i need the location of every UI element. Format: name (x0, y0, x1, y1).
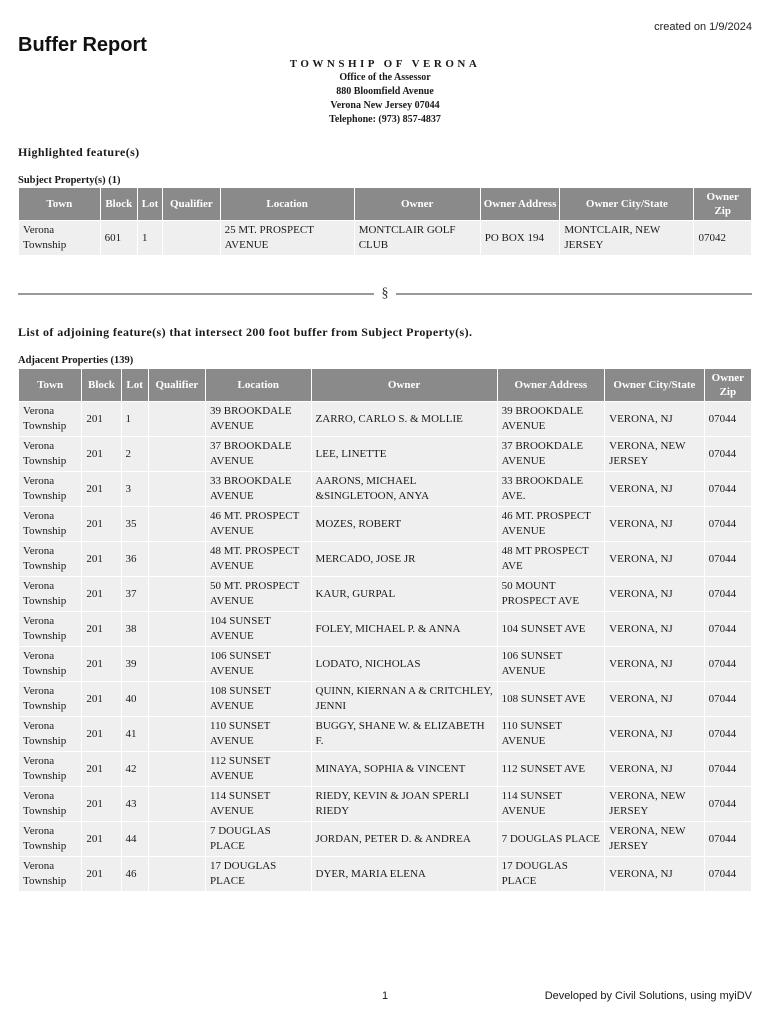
adjacent-table-cell: 37 BROOKDALE AVENUE (498, 437, 605, 471)
adjacent-table-cell: 07044 (705, 402, 751, 436)
highlighted-heading: Highlighted feature(s) (18, 145, 140, 159)
created-date: created on 1/9/2024 (654, 21, 752, 33)
adjacent-table-cell: 201 (82, 577, 120, 611)
adjacent-table-cell: AARONS, MICHAEL &SINGLETOON, ANYA (312, 472, 497, 506)
adjacent-table-row (19, 682, 751, 716)
adjacent-header-cell: Block (82, 369, 120, 401)
adjacent-table-cell: Verona Township (19, 507, 81, 541)
subject-table-cell: PO BOX 194 (481, 221, 560, 255)
letterhead-address: 880 Bloomfield Avenue (336, 86, 434, 97)
adjacent-table-row (19, 472, 751, 506)
adjacent-table-cell: VERONA, NJ (605, 577, 704, 611)
adjacent-table-cell: 43 (122, 787, 148, 821)
adjacent-table-cell: 07044 (705, 437, 751, 471)
subject-table-cell: MONTCLAIR GOLF CLUB (355, 221, 480, 255)
adjacent-table-cell: RIEDY, KEVIN & JOAN SPERLI RIEDY (312, 787, 497, 821)
adjacent-table-cell: 201 (82, 647, 120, 681)
adjacent-table-row (19, 752, 751, 786)
adjacent-table-cell: 112 SUNSET AVENUE (206, 752, 311, 786)
adjacent-table-cell: 48 MT PROSPECT AVE (498, 542, 605, 576)
adjacent-table-cell: 33 BROOKDALE AVE. (498, 472, 605, 506)
adjacent-table-cell: 37 (122, 577, 148, 611)
adjacent-header-row (19, 369, 751, 401)
adjacent-table-row (19, 437, 751, 471)
adjacent-table-cell: VERONA, NJ (605, 507, 704, 541)
adjacent-table-cell (149, 857, 205, 891)
adjacent-table-cell: VERONA, NJ (605, 857, 704, 891)
adjacent-header-cell: Owner City/State (605, 369, 704, 401)
adjacent-table-cell: 106 SUNSET AVENUE (206, 647, 311, 681)
adjacent-table-cell: 39 BROOKDALE AVENUE (498, 402, 605, 436)
adjacent-table-cell: ZARRO, CARLO S. & MOLLIE (312, 402, 497, 436)
adjacent-table-cell: 46 MT. PROSPECT AVENUE (498, 507, 605, 541)
adjacent-table-cell: VERONA, NJ (605, 472, 704, 506)
subject-table-cell: 25 MT. PROSPECT AVENUE (221, 221, 354, 255)
adjacent-table-cell: LODATO, NICHOLAS (312, 647, 497, 681)
subject-header-cell: Owner Address (481, 188, 560, 220)
adjacent-table-cell: FOLEY, MICHAEL P. & ANNA (312, 612, 497, 646)
adjacent-table-cell (149, 647, 205, 681)
adjacent-table-cell: 3 (122, 472, 148, 506)
adjacent-table-cell: VERONA, NJ (605, 752, 704, 786)
adjacent-table-cell: VERONA, NEW JERSEY (605, 437, 704, 471)
adjacent-table-cell: 46 MT. PROSPECT AVENUE (206, 507, 311, 541)
adjacent-table-cell: MOZES, ROBERT (312, 507, 497, 541)
subject-table-row (19, 221, 751, 255)
adjacent-table-cell: 07044 (705, 822, 751, 856)
adjacent-table-cell: QUINN, KIERNAN A & CRITCHLEY, JENNI (312, 682, 497, 716)
adjacent-table-cell: 106 SUNSET AVENUE (498, 647, 605, 681)
adjacent-table-cell: VERONA, NJ (605, 542, 704, 576)
adjacent-table-cell: 17 DOUGLAS PLACE (206, 857, 311, 891)
letterhead-city: Verona New Jersey 07044 (330, 100, 440, 111)
adjacent-table-cell: Verona Township (19, 787, 81, 821)
adjacent-table-cell: Verona Township (19, 752, 81, 786)
subject-header-cell: Owner (355, 188, 480, 220)
adjacent-table-cell: 201 (82, 822, 120, 856)
adjacent-header-cell: Owner Address (498, 369, 605, 401)
adjacent-table-cell (149, 682, 205, 716)
adjacent-table-cell: VERONA, NJ (605, 402, 704, 436)
adjacent-table-cell: VERONA, NEW JERSEY (605, 787, 704, 821)
adjacent-table-cell: 07044 (705, 542, 751, 576)
letterhead-town: TOWNSHIP OF VERONA (289, 58, 481, 70)
adjacent-table-row (19, 402, 751, 436)
adjacent-table-cell: Verona Township (19, 472, 81, 506)
adjacent-table-row (19, 612, 751, 646)
adjacent-table-cell: 201 (82, 437, 120, 471)
adjacent-header-cell: Town (19, 369, 81, 401)
adjacent-table-row (19, 647, 751, 681)
adjacent-table-cell: 104 SUNSET AVENUE (206, 612, 311, 646)
adjacent-table-cell: Verona Township (19, 612, 81, 646)
adjacent-table-cell: 201 (82, 507, 120, 541)
adjacent-table-cell: 07044 (705, 647, 751, 681)
adjacent-table-label: Adjacent Properties (139) (18, 355, 134, 366)
adjacent-table-cell: VERONA, NJ (605, 682, 704, 716)
section-divider (18, 286, 752, 303)
adjacent-table-cell: 201 (82, 682, 120, 716)
adjacent-table-cell: Verona Township (19, 577, 81, 611)
adjacent-table-cell: LEE, LINETTE (312, 437, 497, 471)
adjacent-table-cell: 35 (122, 507, 148, 541)
adjacent-table-cell: Verona Township (19, 647, 81, 681)
adjacent-header-cell: Location (206, 369, 311, 401)
adjacent-table-cell: Verona Township (19, 822, 81, 856)
adjacent-table-cell: 110 SUNSET AVENUE (206, 717, 311, 751)
adjacent-table-cell: 108 SUNSET AVENUE (206, 682, 311, 716)
adjacent-table-row (19, 857, 751, 891)
adjacent-table-cell (149, 752, 205, 786)
adjacent-table-cell: VERONA, NJ (605, 717, 704, 751)
subject-table-label: Subject Property(s) (1) (18, 175, 121, 186)
adjacent-table-cell: Verona Township (19, 437, 81, 471)
adjacent-table-cell: 1 (122, 402, 148, 436)
adjacent-table-cell: 07044 (705, 612, 751, 646)
adjacent-table-cell (149, 402, 205, 436)
adjacent-table-cell (149, 507, 205, 541)
letterhead-phone: Telephone: (973) 857-4837 (329, 114, 441, 125)
adjacent-table-cell: 41 (122, 717, 148, 751)
adjacent-table-cell: VERONA, NEW JERSEY (605, 822, 704, 856)
letterhead-office: Office of the Assessor (339, 72, 431, 83)
adjacent-table-cell: 07044 (705, 507, 751, 541)
adjacent-table-cell: JORDAN, PETER D. & ANDREA (312, 822, 497, 856)
letterhead (0, 57, 770, 127)
adjacent-table-cell: 108 SUNSET AVE (498, 682, 605, 716)
page-number: 1 (381, 990, 389, 1002)
adjacent-table-cell: Verona Township (19, 857, 81, 891)
adjacent-table-cell: 114 SUNSET AVENUE (498, 787, 605, 821)
adjacent-table-cell: 201 (82, 857, 120, 891)
adjacent-table-row (19, 577, 751, 611)
adjacent-table-cell: KAUR, GURPAL (312, 577, 497, 611)
adjacent-table-row (19, 542, 751, 576)
adjacent-table-cell: 201 (82, 402, 120, 436)
adjacent-table-cell: VERONA, NJ (605, 612, 704, 646)
adjacent-table-cell: 112 SUNSET AVE (498, 752, 605, 786)
adjacent-table-cell: 07044 (705, 472, 751, 506)
subject-table-cell: 1 (138, 221, 162, 255)
adjacent-table-cell: 2 (122, 437, 148, 471)
adjacent-header-cell: Owner Zip (705, 369, 751, 401)
adjacent-header-cell: Lot (122, 369, 148, 401)
adjacent-table-cell: 37 BROOKDALE AVENUE (206, 437, 311, 471)
adjacent-table-cell: 07044 (705, 787, 751, 821)
adjacent-table-cell: 38 (122, 612, 148, 646)
adjacent-table-cell (149, 822, 205, 856)
adjacent-table-cell: DYER, MARIA ELENA (312, 857, 497, 891)
adjacent-table-row (19, 717, 751, 751)
adjacent-table-cell (149, 472, 205, 506)
adjacent-table-cell: VERONA, NJ (605, 647, 704, 681)
adjacent-table-cell (149, 437, 205, 471)
adjacent-table-cell (149, 717, 205, 751)
adjacent-table-cell (149, 612, 205, 646)
adjacent-table-row (19, 822, 751, 856)
adjacent-table-cell (149, 787, 205, 821)
adjacent-table-row (19, 787, 751, 821)
subject-header-cell: Block (101, 188, 137, 220)
adjacent-table-cell: 07044 (705, 577, 751, 611)
adjacent-table-cell: 7 DOUGLAS PLACE (498, 822, 605, 856)
subject-header-cell: Owner Zip (694, 188, 751, 220)
adjacent-table (18, 368, 752, 892)
subject-table-cell: 601 (101, 221, 137, 255)
adjacent-table-cell: 07044 (705, 752, 751, 786)
subject-table-cell: MONTCLAIR, NEW JERSEY (560, 221, 693, 255)
adjacent-table-cell: 46 (122, 857, 148, 891)
adjacent-table-cell: 39 BROOKDALE AVENUE (206, 402, 311, 436)
developer-credit: Developed by Civil Solutions, using myiDV (544, 990, 752, 1002)
adjacent-table-cell: 114 SUNSET AVENUE (206, 787, 311, 821)
adjacent-table-cell: 40 (122, 682, 148, 716)
adjoining-heading: List of adjoining feature(s) that intersect 200 foot buffer from Subject Property(s). (18, 325, 473, 339)
adjacent-header-cell: Owner (312, 369, 497, 401)
adjacent-header-cell: Qualifier (149, 369, 205, 401)
adjacent-table-cell: Verona Township (19, 717, 81, 751)
adjacent-table-cell: 07044 (705, 682, 751, 716)
subject-table-cell: 07042 (694, 221, 751, 255)
adjacent-table-cell: 39 (122, 647, 148, 681)
adjacent-table-cell: 201 (82, 787, 120, 821)
adjacent-table-cell: Verona Township (19, 402, 81, 436)
adjacent-table-cell: 201 (82, 472, 120, 506)
subject-table-cell (163, 221, 219, 255)
adjacent-table-cell: BUGGY, SHANE W. & ELIZABETH F. (312, 717, 497, 751)
adjacent-table-cell: 201 (82, 542, 120, 576)
adjacent-table-cell: 36 (122, 542, 148, 576)
subject-table (18, 187, 752, 256)
subject-header-cell: Lot (138, 188, 162, 220)
adjacent-table-cell: 110 SUNSET AVENUE (498, 717, 605, 751)
subject-table-cell: Verona Township (19, 221, 100, 255)
adjacent-table-cell: Verona Township (19, 542, 81, 576)
report-title: Buffer Report (18, 34, 147, 56)
adjacent-table-cell: 07044 (705, 717, 751, 751)
adjacent-table-cell: 104 SUNSET AVE (498, 612, 605, 646)
adjacent-table-cell: 48 MT. PROSPECT AVENUE (206, 542, 311, 576)
subject-header-cell: Town (19, 188, 100, 220)
adjacent-table-cell: 7 DOUGLAS PLACE (206, 822, 311, 856)
adjacent-table-cell: 50 MT. PROSPECT AVENUE (206, 577, 311, 611)
adjacent-table-cell: 17 DOUGLAS PLACE (498, 857, 605, 891)
adjacent-table-row (19, 507, 751, 541)
adjacent-table-cell: 201 (82, 612, 120, 646)
adjacent-table-cell: 50 MOUNT PROSPECT AVE (498, 577, 605, 611)
divider-rule-right (396, 293, 752, 295)
adjacent-table-cell: MINAYA, SOPHIA & VINCENT (312, 752, 497, 786)
subject-header-cell: Owner City/State (560, 188, 693, 220)
adjacent-table-cell: 07044 (705, 857, 751, 891)
adjacent-table-cell (149, 577, 205, 611)
subject-header-row (19, 188, 751, 220)
adjacent-table-cell: 201 (82, 717, 120, 751)
adjacent-table-cell: 201 (82, 752, 120, 786)
section-symbol: § (381, 286, 389, 301)
adjacent-table-cell: 42 (122, 752, 148, 786)
adjacent-table-cell: MERCADO, JOSE JR (312, 542, 497, 576)
adjacent-table-cell: 44 (122, 822, 148, 856)
adjacent-table-cell: Verona Township (19, 682, 81, 716)
adjacent-table-cell (149, 542, 205, 576)
subject-header-cell: Qualifier (163, 188, 219, 220)
adjacent-table-cell: 33 BROOKDALE AVENUE (206, 472, 311, 506)
subject-header-cell: Location (221, 188, 354, 220)
